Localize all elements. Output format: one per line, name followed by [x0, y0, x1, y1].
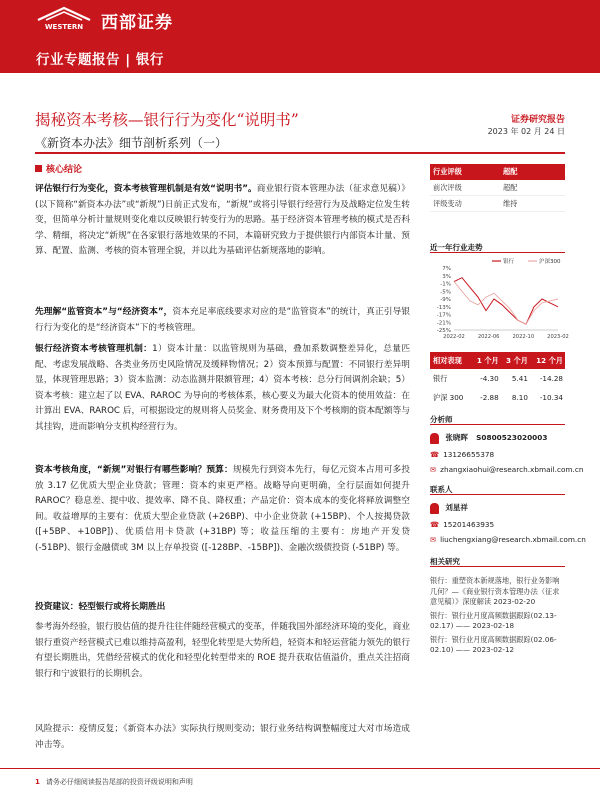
- y-tick-label: -9%: [440, 297, 451, 303]
- related-item[interactable]: 银行：银行业月度高频数据跟踪(02.13-02.17) —— 2023-02-18: [430, 610, 557, 630]
- perf-cell: 5.41: [511, 374, 528, 383]
- related-label: 相关研究: [430, 557, 460, 566]
- paragraph-7: 风险提示：疫情反复；《新资本办法》实际执行规则变动；银行业务结构调整幅度过大对市场造成冲击等。: [35, 724, 410, 750]
- footer: [35, 777, 193, 787]
- industry-trend-chart: [430, 256, 569, 342]
- rating-prev-row: 前次评级 超配: [430, 180, 565, 196]
- x-tick-label: 2022-10: [512, 334, 535, 340]
- person-icon: [430, 433, 439, 444]
- paragraph-6: 参考海外经验，银行股估值的提升往往伴随经营模式的变革，伴随我国外部经济环境的变化，商业银行重资产经营模式已难以维持高盈利，轻型化转型是大势所趋，轻资本和轻运营能力领先的银行有望长期胜出，凭借经营模式的优化和轻型化转型带来的 ROE 提升获取估值溢价，重点关注招商银行和宁波银行的长期机会。: [35, 622, 410, 679]
- y-tick-label: -25%: [436, 328, 451, 334]
- chart-divider: [430, 252, 565, 253]
- perf-cell: -2.88: [480, 393, 499, 402]
- table-row: [430, 369, 565, 388]
- paragraph-3: 银行经济资本考核管理机制：1）资本计量：以监管规则为基础，叠加系数调整差异化，总量匹配、考虑发展战略、各类业务历史风险情况及缓释物情况；2）资本预算与配置：不同银行差异明显，体现管理思路；3）资本监测：动态监测并限额管理；4）资本考核：总分行间调剂余缺；5）资本考核：建立起了以 EVA、RAROC 为导向的考核体系，核心要义为最大化资本的使用效益：在计算出 EVA、RAROC 后，可根据设定的规则将人员奖金、财务费用及下个考核期的资本配额等与其挂钩，进而影响分支机构经营行为。: [35, 344, 411, 432]
- email-icon: ✉: [430, 535, 437, 544]
- analysts-label: 分析师: [430, 415, 453, 424]
- analyst-email-row: [430, 465, 584, 474]
- footer-text: 请务必仔细阅读报告尾部的投资评级说明和声明: [45, 778, 193, 786]
- y-tick-label: -1%: [440, 281, 451, 288]
- report-date: 2023 年 02 月 24 日: [487, 127, 565, 136]
- performance-header-row: [430, 352, 565, 369]
- chart-title: 近一年行业走势: [430, 243, 483, 252]
- header-band: [0, 0, 600, 73]
- perf-cell: 银行: [433, 373, 448, 383]
- report-title: 揭秘资本考核—银行行为变化“说明书”: [35, 111, 299, 129]
- paragraph-4: 资本考核角度，“新规”对银行有哪些影响？预算：规模先行到资本先行，每亿元资本占用可多投放 3.17 亿优质大型企业贷款；管理：资本约束更严格。战略导向更明确，全行层面如何提升 RAROC？稳息差、提中收、提效率、降不良、降权重；产品定价：资本成本的变化将释放调整空间。收益增厚的主要有：优质大型企业贷款 (+26BP)、中小企业贷款 (+15BP)、个人按揭贷款 ([+5BP、+10BP])、优质信用卡贷款 (+31BP) 等；收益压缩的主要有：房地产开发贷 (-51BP)、银行金融债或 3M 以上存单投资 ([-128BP、-15BP])、金融次级债投资 (-51BP) 等。: [35, 465, 410, 553]
- performance-table: [430, 352, 565, 407]
- email-icon: ✉: [430, 465, 437, 474]
- perf-cell: -14.28: [539, 374, 563, 383]
- brand-name: 西部证券: [101, 13, 173, 33]
- legend-label: 沪深300: [539, 259, 561, 265]
- phone-icon: ☎: [430, 520, 440, 529]
- perf-header: 3 个月: [501, 352, 530, 369]
- contact-name: 刘星祥: [445, 503, 468, 512]
- contact-divider: [430, 494, 565, 495]
- y-tick-label: 3%: [442, 273, 451, 280]
- perf-header: 12 个月: [530, 352, 565, 369]
- related-item[interactable]: 银行：银行业月度高频数据跟踪(02.06-02.10) —— 2023-02-12: [430, 634, 557, 654]
- y-tick-label: -21%: [436, 320, 451, 327]
- y-tick-label: -13%: [436, 304, 451, 311]
- analysts-divider: [430, 424, 565, 425]
- perf-header: 相对表现: [430, 352, 472, 369]
- logo-text: WESTERN: [44, 23, 84, 31]
- phone-icon: ☎: [430, 450, 440, 459]
- perf-cell: -4.30: [480, 374, 499, 383]
- section-heading: 核心结论: [35, 162, 82, 175]
- contact-email-row: [430, 535, 586, 544]
- series-line-csi300: [454, 282, 558, 325]
- legend-label: 银行: [503, 259, 515, 265]
- x-tick-label: 2022-02: [443, 334, 465, 340]
- perf-cell: 8.10: [511, 393, 528, 402]
- perf-cell: 沪深 300: [433, 392, 464, 402]
- analyst-name: 张晓晖: [445, 433, 468, 442]
- perf-header: 1 个月: [472, 352, 501, 369]
- analyst-phone-row: ☎ 13126655378: [430, 450, 495, 459]
- related-list: [430, 576, 565, 656]
- person-icon: [430, 503, 439, 514]
- contact-phone-row: ☎ 15201463935: [430, 520, 495, 529]
- contact-1: [430, 502, 468, 514]
- western-logo-icon: [28, 6, 100, 32]
- rating-box: [430, 164, 565, 212]
- perf-cell: -10.34: [539, 393, 563, 402]
- related-divider: [430, 566, 565, 567]
- bullet-square-icon: [35, 165, 42, 172]
- rating-change-row: 评级变动 维持: [430, 196, 565, 212]
- rating-header: 行业评级 超配: [430, 164, 565, 180]
- analyst-1: [430, 432, 547, 444]
- y-tick-label: -17%: [436, 312, 451, 319]
- paragraph-1: 评估银行行为变化，资本考核管理机制是有效“说明书”。商业银行资本管理办法（征求意见稿）》(以下简称“新资本办法”或“新规”)日前正式发布，“新规”或将引导银行经营行为及战略定位发生转变，但简单分析计量规则变化难以反映银行转变行为的思路。基于经济资本管理考核的模式是否科学、精细，将决定“新规”在各家银行落地效果的不同，本篇研究致力于提供银行内部资本计量、预算、配置、监测、考核的资本管理全貌，并以此为基础评估新规落地的影响。: [35, 184, 410, 256]
- analyst-email-link[interactable]: zhangxiaohui@research.xbmail.com.cn: [440, 465, 584, 474]
- related-item[interactable]: 银行：重塑资本新规落地，银行业务影响几何？—《商业银行资本管理办法（征求意见稿）》深度解读 2023-02-20: [430, 576, 560, 606]
- analyst-cert: S0800523020003: [476, 433, 548, 442]
- y-tick-label: -5%: [440, 289, 451, 296]
- report-subtitle: 《新资本办法》细节剖析系列（一）: [35, 136, 228, 150]
- page-number: 1: [35, 778, 40, 786]
- contact-label: 联系人: [430, 485, 453, 494]
- table-row: [430, 388, 565, 407]
- x-tick-label: 2022-06: [477, 334, 500, 340]
- report-label: 证券研究报告: [510, 115, 565, 125]
- report-type: 行业专题报告 | 银行: [36, 52, 164, 68]
- paragraph-5: 投资建议：轻型银行或将长期胜出: [35, 602, 166, 612]
- x-tick-label: 2023-02: [547, 334, 569, 340]
- contact-email-link[interactable]: liuchengxiang@research.xbmail.com.cn: [440, 535, 586, 544]
- title-divider: [35, 152, 565, 154]
- footer-divider: [0, 768, 600, 769]
- paragraph-2: 先理解“监管资本”与“经济资本”，资本充足率底线要求对应的是“监管资本”的统计，真正引导银行行为变化的是“经济资本”下的考核管理。: [35, 307, 410, 333]
- y-tick-label: 7%: [442, 266, 451, 272]
